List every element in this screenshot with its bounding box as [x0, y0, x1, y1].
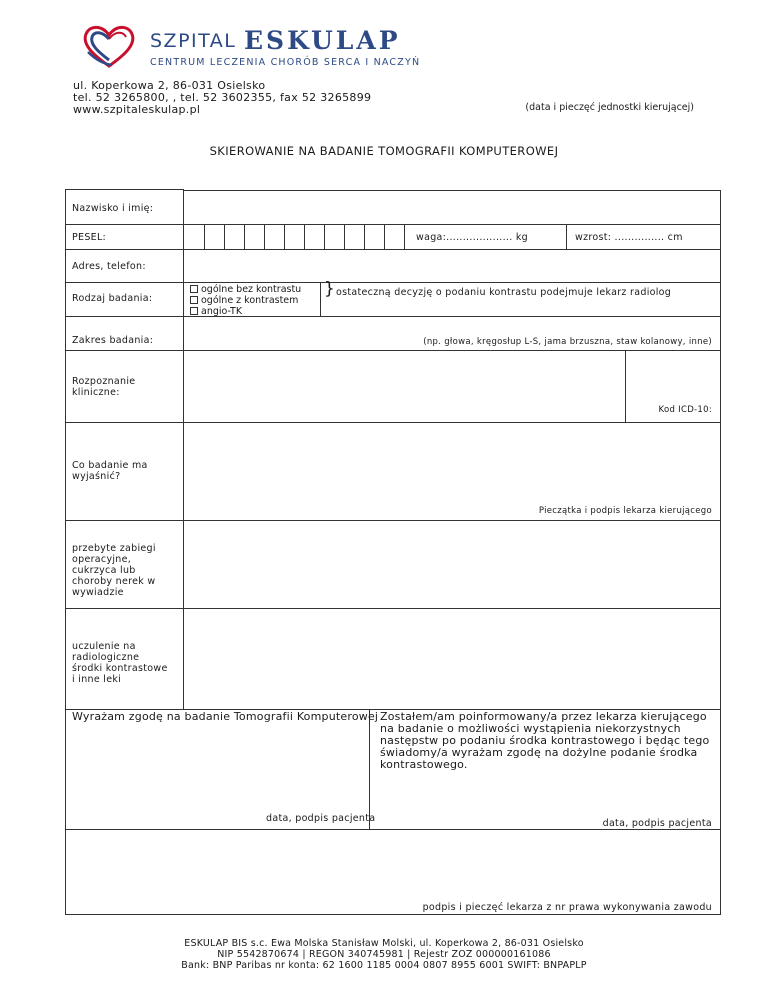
footer-line-2: NIP 5542870674 | REGON 340745981 | Rejestr ZOZ 000000161086: [217, 949, 551, 960]
scope-label: Zakres badania:: [72, 335, 154, 346]
unit-stamp-label: (data i pieczęć jednostki kierującej): [525, 102, 694, 113]
footer-line-3: Bank: BNP Paribas nr konta: 62 1600 1185 0004 0807 8955 6001 SWIFT: BNPAPLP: [181, 960, 587, 971]
exam-option-angio[interactable]: [190, 306, 242, 317]
address-line-2: tel. 52 3265800, , tel. 52 3602355, fax 52 3265899: [73, 91, 372, 104]
address-line-1: ul. Koperkowa 2, 86-031 Osielsko: [73, 79, 266, 92]
consent-right-text: Zostałem/am poinformowany/a przez lekarza kierującego na badanie o możliwości wystąpienia niekorzystnych następstw po podaniu środka kontrastowego i będąc tego świadomy/a wyrażam zgodę na dożylne podanie środka kontrastowego.: [380, 710, 710, 771]
pesel-digit-box[interactable]: [344, 224, 364, 249]
brand-prefix: SZPITAL: [150, 30, 237, 52]
document-title: SKIEROWANIE NA BADANIE TOMOGRAFII KOMPUTEROWEJ: [209, 144, 559, 158]
consent-left-text: Wyrażam zgodę na badanie Tomografii Komputerowej: [72, 710, 379, 723]
brand-name: ESKULAP: [244, 26, 401, 55]
name-label: Nazwisko i imię:: [72, 203, 154, 214]
contrast-note: ostateczną decyzję o podaniu kontrastu podejmuje lekarz radiolog: [336, 287, 672, 298]
address-line-3: www.szpitaleskulap.pl: [73, 103, 201, 116]
hospital-address: [73, 80, 371, 116]
exam-option-with-contrast[interactable]: [190, 295, 298, 306]
hospital-heart-logo: [80, 22, 138, 70]
footer-line-1: ESKULAP BIS s.c. Ewa Molska Stanisław Molski, ul. Koperkowa 2, 86-031 Osielsko: [184, 938, 584, 949]
checkbox-icon[interactable]: [190, 307, 198, 315]
pesel-digit-box[interactable]: [324, 224, 344, 249]
weight-field[interactable]: waga:.................... kg: [416, 232, 528, 243]
history-label: przebyte zabiegi operacyjne, cukrzyca lub choroby nerek w wywiadzie: [72, 543, 156, 598]
pesel-digit-box[interactable]: [304, 224, 324, 249]
radiologist-signature-label: podpis i pieczęć lekarza z nr prawa wykonywania zawodu: [422, 902, 712, 913]
exam-option-label: ogólne bez kontrastu: [201, 284, 302, 295]
pesel-digit-box[interactable]: [224, 224, 244, 249]
question-label: Co badanie ma wyjaśnić?: [72, 460, 148, 482]
diagnosis-field[interactable]: [184, 351, 625, 422]
checkbox-icon[interactable]: [190, 296, 198, 304]
pesel-label: PESEL:: [72, 232, 107, 243]
exam-option-label: angio-TK: [201, 306, 243, 317]
pesel-digit-box-end: [404, 224, 405, 249]
pesel-digit-box[interactable]: [284, 224, 304, 249]
doctor-stamp-label: Pieczątka i podpis lekarza kierującego: [538, 506, 712, 516]
address-phone-label: Adres, telefon:: [72, 261, 146, 272]
company-footer: [0, 938, 768, 971]
diagnosis-label: Rozpoznanie kliniczne:: [72, 376, 136, 398]
brand-subtitle: CENTRUM LECZENIA CHORÓB SERCA I NACZYŃ: [150, 57, 421, 68]
height-field[interactable]: wzrost: ............... cm: [575, 232, 683, 243]
allergy-label: uczulenie na radiologiczne środki kontrastowe i inne leki: [72, 641, 168, 685]
checkbox-icon[interactable]: [190, 285, 198, 293]
patient-signature-left[interactable]: data, podpis pacjenta: [266, 813, 376, 824]
pesel-digit-box[interactable]: [204, 224, 224, 249]
icd-label: Kod ICD-10:: [658, 405, 712, 415]
pesel-digit-box[interactable]: [364, 224, 384, 249]
exam-option-label: ogólne z kontrastem: [201, 295, 299, 306]
address-phone-field[interactable]: [184, 250, 720, 282]
allergy-field[interactable]: [184, 609, 720, 709]
patient-signature-right[interactable]: data, podpis pacjenta: [602, 818, 712, 829]
pesel-digit-box[interactable]: [264, 224, 284, 249]
scope-hint: (np. głowa, kręgosłup L-S, jama brzuszna, staw kolanowy, inne): [423, 337, 712, 347]
exam-type-label: Rodzaj badania:: [72, 293, 153, 304]
exam-option-no-contrast[interactable]: [190, 284, 301, 295]
pesel-digit-box[interactable]: [384, 224, 404, 249]
history-field[interactable]: [184, 521, 720, 608]
name-field[interactable]: [184, 191, 720, 224]
pesel-digit-box[interactable]: [244, 224, 264, 249]
brace-glyph: }: [324, 279, 335, 299]
